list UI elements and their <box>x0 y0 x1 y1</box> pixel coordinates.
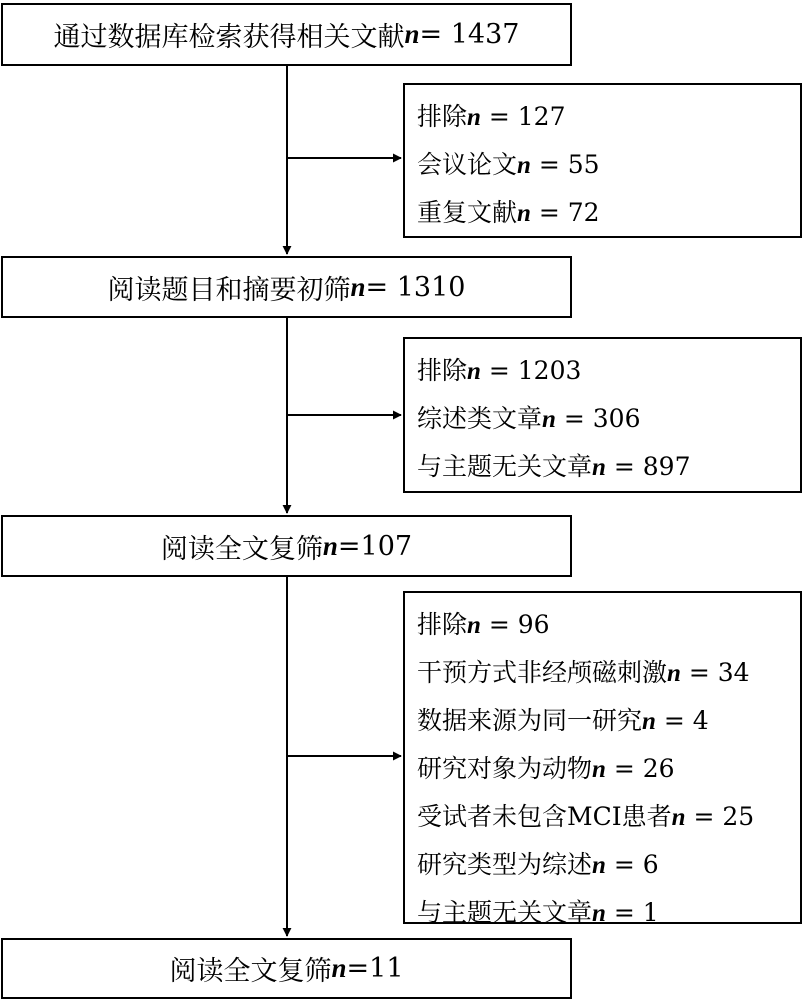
exclusion-reason: 受试者未包含MCI患者 <box>417 802 672 831</box>
exclusion-line <box>417 649 800 697</box>
stage-count: = 1310 <box>365 271 466 303</box>
n-symbol: n <box>322 530 338 561</box>
exclusion-reason: 会议论文 <box>417 150 518 179</box>
exclusion-line <box>417 601 800 649</box>
n-symbol: n <box>467 612 481 639</box>
n-symbol: n <box>331 953 347 983</box>
stage-label: 阅读全文复筛 <box>160 533 323 565</box>
exclusion-line <box>417 793 800 841</box>
exclusion-reason: 研究类型为综述 <box>417 850 593 879</box>
exclusion-reason: 综述类文章 <box>417 404 543 433</box>
exclusion-reason: 研究对象为动物 <box>417 754 593 783</box>
exclusion-count: = 1203 <box>480 356 582 385</box>
exclusion-box-1 <box>403 83 802 238</box>
exclusion-line <box>417 395 800 443</box>
stage-label: 阅读全文复筛 <box>169 956 332 987</box>
n-symbol: n <box>592 900 606 927</box>
stage-count: =11 <box>346 953 404 984</box>
exclusion-reason: 与主题无关文章 <box>417 898 593 927</box>
n-symbol: n <box>517 200 531 227</box>
exclusion-line <box>417 189 800 237</box>
n-symbol: n <box>642 708 656 735</box>
exclusion-count: = 897 <box>605 452 691 481</box>
stage-box-2 <box>1 256 572 318</box>
exclusion-count: = 25 <box>685 802 755 831</box>
exclusion-reason: 排除 <box>417 610 468 639</box>
exclusion-count: = 96 <box>480 610 550 639</box>
stage-box-4 <box>1 938 572 999</box>
stage-label: 通过数据库检索获得相关文献 <box>53 22 405 53</box>
n-symbol: n <box>350 271 366 302</box>
stage-label: 阅读题目和摘要初筛 <box>107 274 351 306</box>
exclusion-count: = 55 <box>530 150 600 179</box>
n-symbol: n <box>404 19 420 49</box>
exclusion-box-3 <box>403 591 802 927</box>
exclusion-line <box>417 443 800 491</box>
exclusion-count: = 26 <box>605 754 675 783</box>
exclusion-line <box>417 745 800 793</box>
exclusion-reason: 数据来源为同一研究 <box>417 706 643 735</box>
exclusion-count: = 1 <box>605 898 659 927</box>
exclusion-line <box>417 889 800 937</box>
exclusion-count: = 127 <box>480 102 566 131</box>
n-symbol: n <box>592 454 606 481</box>
n-symbol: n <box>542 406 556 433</box>
n-symbol: n <box>592 756 606 783</box>
exclusion-reason: 排除 <box>417 356 468 385</box>
exclusion-line <box>417 93 800 141</box>
stage-count: =107 <box>337 530 413 562</box>
exclusion-count: = 4 <box>655 706 709 735</box>
exclusion-count: = 6 <box>605 850 659 879</box>
exclusion-count: = 306 <box>555 404 641 433</box>
exclusion-reason: 排除 <box>417 102 468 131</box>
exclusion-line <box>417 347 800 395</box>
exclusion-reason: 重复文献 <box>417 198 518 227</box>
n-symbol: n <box>592 852 606 879</box>
n-symbol: n <box>671 804 686 831</box>
n-symbol: n <box>467 104 481 131</box>
exclusion-line <box>417 697 800 745</box>
exclusion-line <box>417 841 800 889</box>
exclusion-count: = 34 <box>680 658 750 687</box>
n-symbol: n <box>517 152 531 179</box>
stage-count: = 1437 <box>419 19 520 50</box>
exclusion-reason: 与主题无关文章 <box>417 452 593 481</box>
exclusion-reason: 干预方式非经颅磁刺激 <box>417 658 668 687</box>
stage-box-3 <box>1 515 572 577</box>
n-symbol: n <box>467 358 481 385</box>
exclusion-line <box>417 141 800 189</box>
exclusion-count: = 72 <box>530 198 600 227</box>
exclusion-box-2 <box>403 337 802 493</box>
stage-box-1 <box>1 3 572 66</box>
n-symbol: n <box>667 660 681 687</box>
